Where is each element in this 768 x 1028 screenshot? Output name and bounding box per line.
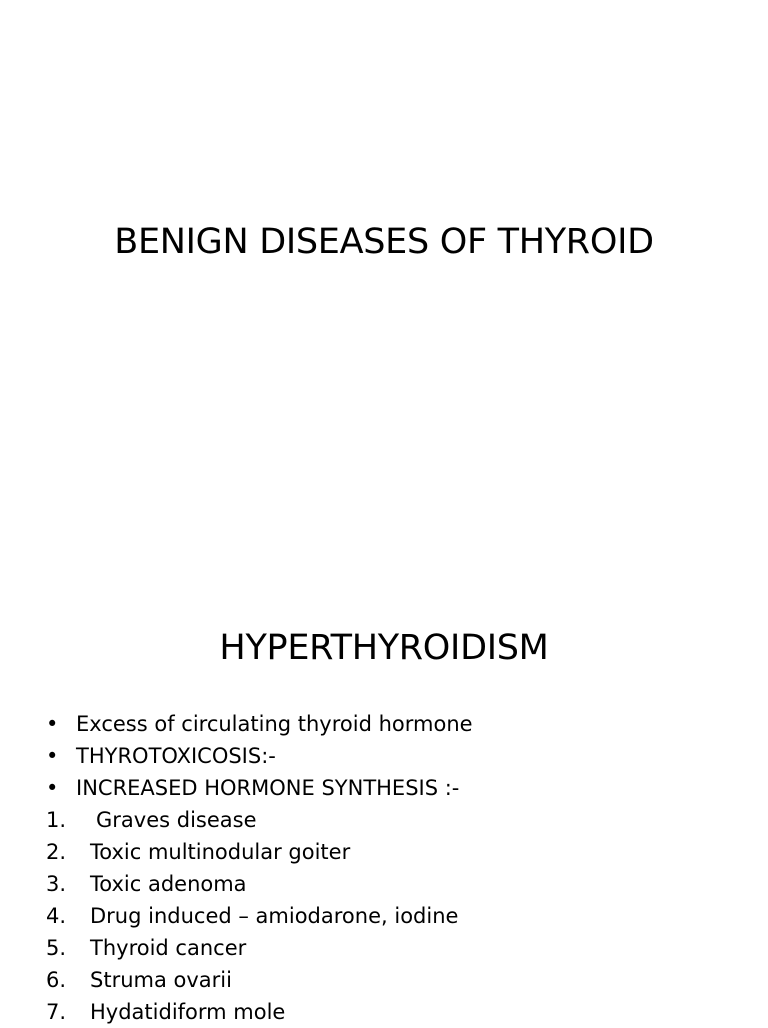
numbered-item xyxy=(0,900,768,932)
item-number: 1. xyxy=(46,808,67,832)
numbered-item xyxy=(0,868,768,900)
bullet-marker: • xyxy=(46,712,59,736)
item-number: 6. xyxy=(46,968,67,992)
item-number: 2. xyxy=(46,840,67,864)
bullet-item xyxy=(0,740,768,772)
item-text: Graves disease xyxy=(96,808,257,832)
numbered-item xyxy=(0,964,768,996)
bullet-text: INCREASED HORMONE SYNTHESIS :- xyxy=(76,776,460,800)
numbered-item xyxy=(0,932,768,964)
numbered-item xyxy=(0,804,768,836)
numbered-list xyxy=(0,804,768,1028)
slide-2-title: HYPERTHYROIDISM xyxy=(219,628,549,668)
bullet-marker: • xyxy=(46,776,59,800)
item-text: Drug induced – amiodarone, iodine xyxy=(90,904,459,928)
slide-hyperthyroidism xyxy=(0,576,768,1024)
slide-1-title: BENIGN DISEASES OF THYROID xyxy=(114,222,654,262)
bullet-item xyxy=(0,772,768,804)
item-text: Toxic multinodular goiter xyxy=(90,840,351,864)
item-number: 7. xyxy=(46,1000,67,1024)
item-text: Hydatidiform mole xyxy=(90,1000,286,1024)
bullet-text: THYROTOXICOSIS:- xyxy=(76,744,276,768)
item-text: Thyroid cancer xyxy=(90,936,247,960)
item-number: 3. xyxy=(46,872,67,896)
numbered-item xyxy=(0,996,768,1028)
bullet-text: Excess of circulating thyroid hormone xyxy=(76,712,473,736)
item-text: Toxic adenoma xyxy=(90,872,247,896)
item-number: 5. xyxy=(46,936,67,960)
bullet-list xyxy=(0,708,768,804)
bullet-item xyxy=(0,708,768,740)
numbered-item xyxy=(0,836,768,868)
item-number: 4. xyxy=(46,904,67,928)
bullet-marker: • xyxy=(46,744,59,768)
item-text: Struma ovarii xyxy=(90,968,232,992)
